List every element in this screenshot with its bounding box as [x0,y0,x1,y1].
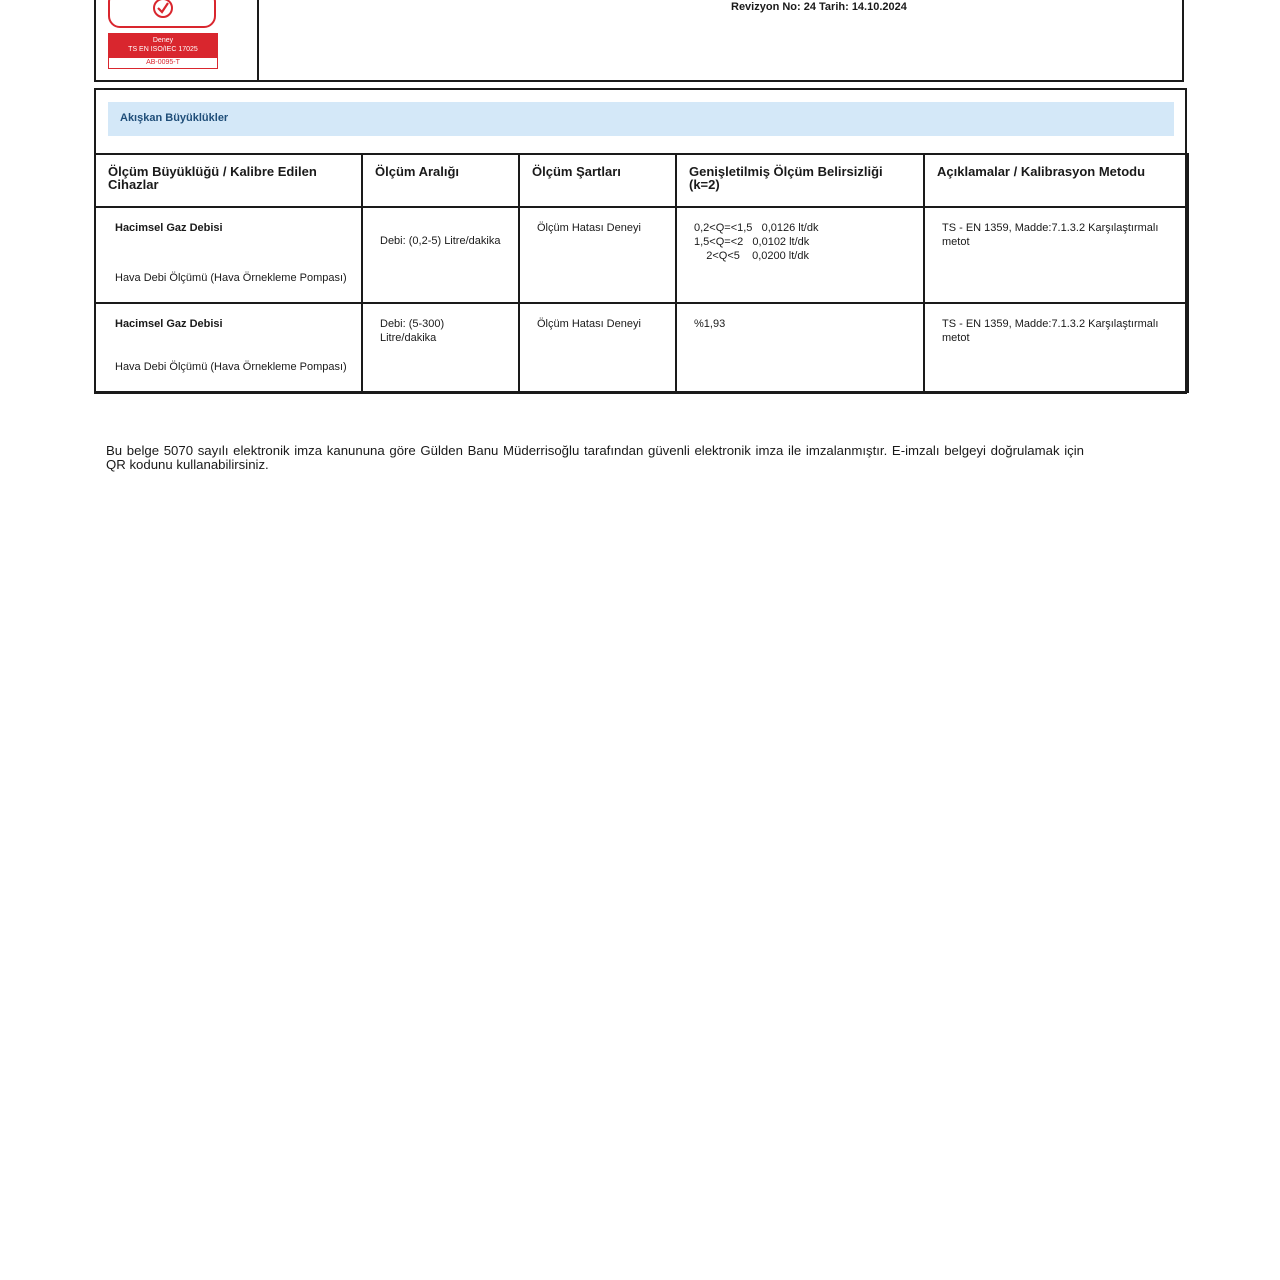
conditions-value: Ölçüm Hatası Deneyi [537,318,641,330]
scope-table [94,153,1189,393]
cell-quantity [95,207,362,303]
table-header-row [95,154,1188,207]
column-header-uncertainty: Genişletilmiş Ölçüm Belirsizliği (k=2) [676,154,924,207]
document-header [94,0,1184,82]
device-name: Hava Debi Ölçümü (Hava Örnekleme Pompası) [115,272,347,284]
range-value: Debi: (5-300) Litre/dakika [380,318,445,344]
table-row [95,207,1188,303]
accreditation-logo [96,0,259,80]
section-title: Akışkan Büyüklükler [120,112,229,124]
e-signature-notice: Bu belge 5070 sayılı elektronik imza kanununa göre Gülden Banu Müderrisoğlu tarafından güvenli elektronik imza ile imzalanmıştır. E-imzalı belgeyi doğrulamak için QR kodunu kullanabilirsiniz. [106,443,1084,472]
section-header [108,102,1174,136]
logo-standard: TS EN ISO/IEC 17025 [128,46,198,53]
cell-conditions [519,303,676,392]
cell-method [924,207,1188,303]
column-header-range: Ölçüm Aralığı [362,154,519,207]
logo-accreditor: Deney [152,37,174,44]
device-name: Hava Debi Ölçümü (Hava Örnekleme Pompası) [115,361,347,373]
scope-table-container [94,88,1187,394]
conditions-value: Ölçüm Hatası Deneyi [537,222,641,234]
cell-method [924,303,1188,392]
range-value: Debi: (0,2-5) Litre/dakika [380,235,501,247]
table-row [95,303,1188,392]
cell-uncertainty [676,207,924,303]
logo-frame [108,0,216,28]
logo-standard-band [108,33,218,57]
cell-range [362,303,519,392]
checkmark-icon [151,0,175,22]
method-value: TS - EN 1359, Madde:7.1.3.2 Karşılaştırmalı metot [942,318,1159,344]
quantity-name: Hacimsel Gaz Debisi [115,222,223,234]
cell-range [362,207,519,303]
method-value: TS - EN 1359, Madde:7.1.3.2 Karşılaştırmalı metot [942,222,1159,248]
logo-code: AB-0095-T [108,57,218,69]
column-header-conditions: Ölçüm Şartları [519,154,676,207]
cell-conditions [519,207,676,303]
uncertainty-value: 0,2<Q=<1,5 0,0126 lt/dk 1,5<Q=<2 0,0102 lt/dk 2<Q<5 0,0200 lt/dk [694,222,819,262]
revision-info: Revizyon No: 24 Tarih: 14.10.2024 [731,1,907,13]
cell-uncertainty [676,303,924,392]
cell-quantity [95,303,362,392]
quantity-name: Hacimsel Gaz Debisi [115,318,223,330]
uncertainty-value: %1,93 [694,318,726,330]
column-header-method: Açıklamalar / Kalibrasyon Metodu [924,154,1188,207]
column-header-quantity: Ölçüm Büyüklüğü / Kalibre Edilen Cihazlar [95,154,362,207]
